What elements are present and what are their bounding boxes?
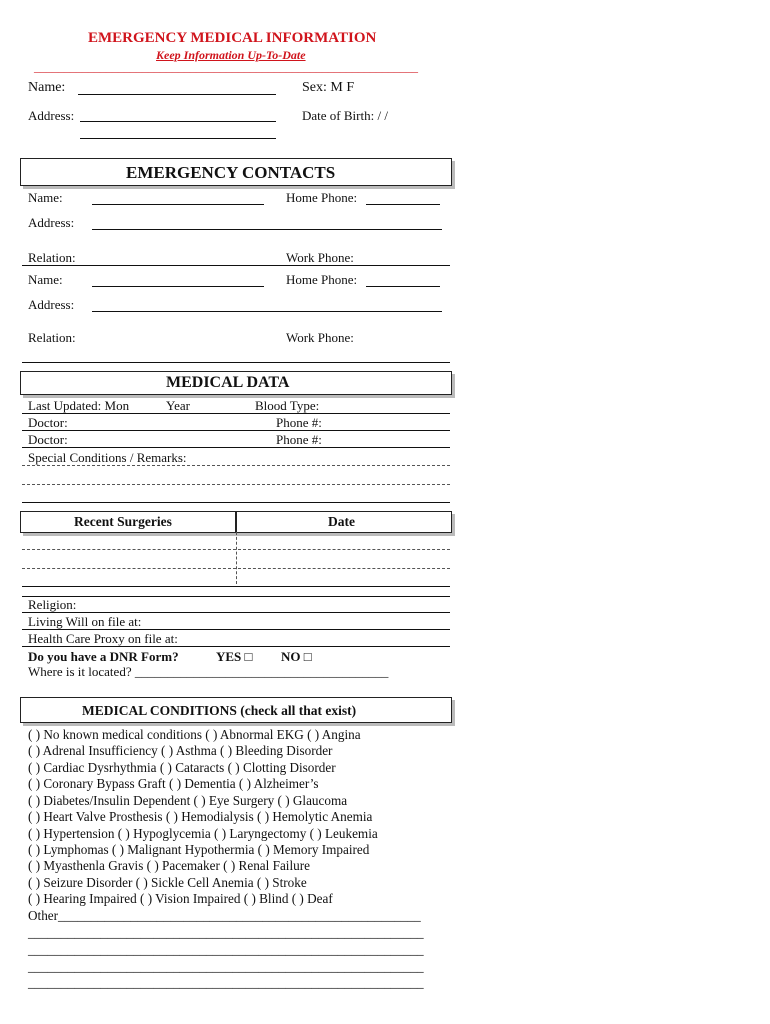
condition-line-9[interactable]: ( ) Myasthenla Gravis ( ) Pacemaker ( ) Renal Failure	[28, 858, 310, 873]
condition-line-11[interactable]: ( ) Hearing Impaired ( ) Vision Impaired ( ) Blind ( ) Deaf	[28, 891, 333, 906]
contact2-name-label: Name:	[28, 272, 63, 287]
address-label: Address:	[28, 108, 75, 123]
dnr-no-checkbox[interactable]: NO □	[281, 649, 312, 664]
contact2-home-phone-field[interactable]	[366, 286, 440, 287]
contact2-home-phone-label: Home Phone:	[286, 272, 358, 287]
contacts-bottom-divider	[22, 362, 450, 363]
contact1-home-phone-field[interactable]	[366, 204, 440, 205]
religion-label: Religion:	[28, 597, 77, 612]
surgery-col-divider	[236, 532, 237, 584]
blood-type-label: Blood Type:	[255, 398, 320, 413]
contact1-work-phone-label: Work Phone:	[286, 250, 354, 265]
medical-row-line-3[interactable]	[22, 447, 450, 448]
doctor1-label: Doctor:	[28, 415, 68, 430]
contact2-name-field[interactable]	[92, 286, 264, 287]
surgery-date-line-2[interactable]	[238, 568, 450, 569]
surgery-line-2[interactable]	[22, 568, 236, 569]
dnr-location-label[interactable]: Where is it located? _______________________________________	[28, 664, 389, 679]
other-line-2[interactable]: ____________________________________________________________	[28, 942, 424, 957]
contact2-address-label: Address:	[28, 297, 75, 312]
living-will-line[interactable]	[22, 629, 450, 630]
emergency-contacts-title: EMERGENCY CONTACTS	[126, 163, 336, 182]
contact1-address-field[interactable]	[92, 229, 442, 230]
condition-line-8[interactable]: ( ) Lymphomas ( ) Malignant Hypothermia ( ) Memory Impaired	[28, 842, 370, 857]
remarks-line-1[interactable]	[22, 465, 450, 466]
recent-surgeries-title: Recent Surgeries	[74, 514, 172, 529]
year-label: Year	[166, 398, 190, 413]
sex-label[interactable]: Sex: M F	[302, 80, 355, 95]
other-line-4[interactable]: ____________________________________________________________	[28, 975, 424, 990]
address-field-2[interactable]	[80, 138, 276, 139]
other-conditions-field[interactable]: Other_______________________________________________________	[28, 908, 421, 923]
living-will-label: Living Will on file at:	[28, 614, 142, 629]
name-field[interactable]	[78, 94, 276, 95]
contact1-relation-label: Relation:	[28, 250, 76, 265]
contact2-work-phone-label: Work Phone:	[286, 330, 354, 345]
religion-line[interactable]	[22, 612, 450, 613]
dob-label[interactable]: Date of Birth: / /	[302, 108, 388, 123]
medical-row-line-1[interactable]	[22, 413, 450, 414]
contact1-home-phone-label: Home Phone:	[286, 190, 358, 205]
special-conditions-label: Special Conditions / Remarks:	[28, 450, 187, 465]
medical-conditions-title: MEDICAL CONDITIONS (check all that exist)	[82, 703, 357, 718]
form-title: EMERGENCY MEDICAL INFORMATION	[88, 30, 377, 46]
remarks-line-2[interactable]	[22, 484, 450, 485]
condition-line-2[interactable]: ( ) Adrenal Insufficiency ( ) Asthma ( ) Bleeding Disorder	[28, 743, 333, 758]
remarks-line-3[interactable]	[22, 502, 450, 503]
medical-data-title: MEDICAL DATA	[166, 374, 290, 391]
doctor1-phone-label: Phone #:	[276, 415, 322, 430]
form-subtitle: Keep Information Up-To-Date	[156, 48, 306, 62]
condition-line-4[interactable]: ( ) Coronary Bypass Graft ( ) Dementia ( ) Alzheimer’s	[28, 776, 319, 791]
doctor2-label: Doctor:	[28, 432, 68, 447]
address-field[interactable]	[80, 121, 276, 122]
contact2-relation-label: Relation:	[28, 330, 76, 345]
surgery-line-1[interactable]	[22, 549, 236, 550]
contact1-name-label: Name:	[28, 190, 63, 205]
contact2-address-field[interactable]	[92, 311, 442, 312]
surgery-line-3[interactable]	[22, 586, 450, 587]
other-line-1[interactable]: ____________________________________________________________	[28, 925, 424, 940]
medical-row-line-2[interactable]	[22, 430, 450, 431]
surgery-date-line-1[interactable]	[238, 549, 450, 550]
contact1-name-field[interactable]	[92, 204, 264, 205]
condition-line-6[interactable]: ( ) Heart Valve Prosthesis ( ) Hemodialysis ( ) Hemolytic Anemia	[28, 809, 373, 824]
dnr-yes-checkbox[interactable]: YES □	[216, 649, 253, 664]
proxy-line[interactable]	[22, 646, 450, 647]
contact1-address-label: Address:	[28, 215, 75, 230]
other-line-3[interactable]: ____________________________________________________________	[28, 959, 424, 974]
last-updated-label: Last Updated: Mon	[28, 398, 130, 413]
doctor2-phone-label: Phone #:	[276, 432, 322, 447]
contact1-divider	[22, 265, 450, 266]
condition-line-3[interactable]: ( ) Cardiac Dysrhythmia ( ) Cataracts ( ) Clotting Disorder	[28, 760, 336, 775]
condition-line-7[interactable]: ( ) Hypertension ( ) Hypoglycemia ( ) Laryngectomy ( ) Leukemia	[28, 826, 378, 841]
name-label: Name:	[28, 80, 66, 95]
condition-line-1[interactable]: ( ) No known medical conditions ( ) Abnormal EKG ( ) Angina	[28, 727, 361, 742]
condition-line-5[interactable]: ( ) Diabetes/Insulin Dependent ( ) Eye Surgery ( ) Glaucoma	[28, 793, 348, 808]
date-title: Date	[328, 514, 355, 529]
header-rule: ________________________________________________________________	[34, 60, 418, 74]
dnr-question: Do you have a DNR Form?	[28, 649, 179, 664]
surgery-bottom-line	[22, 596, 450, 597]
proxy-label: Health Care Proxy on file at:	[28, 631, 178, 646]
condition-line-10[interactable]: ( ) Seizure Disorder ( ) Sickle Cell Anemia ( ) Stroke	[28, 875, 307, 890]
